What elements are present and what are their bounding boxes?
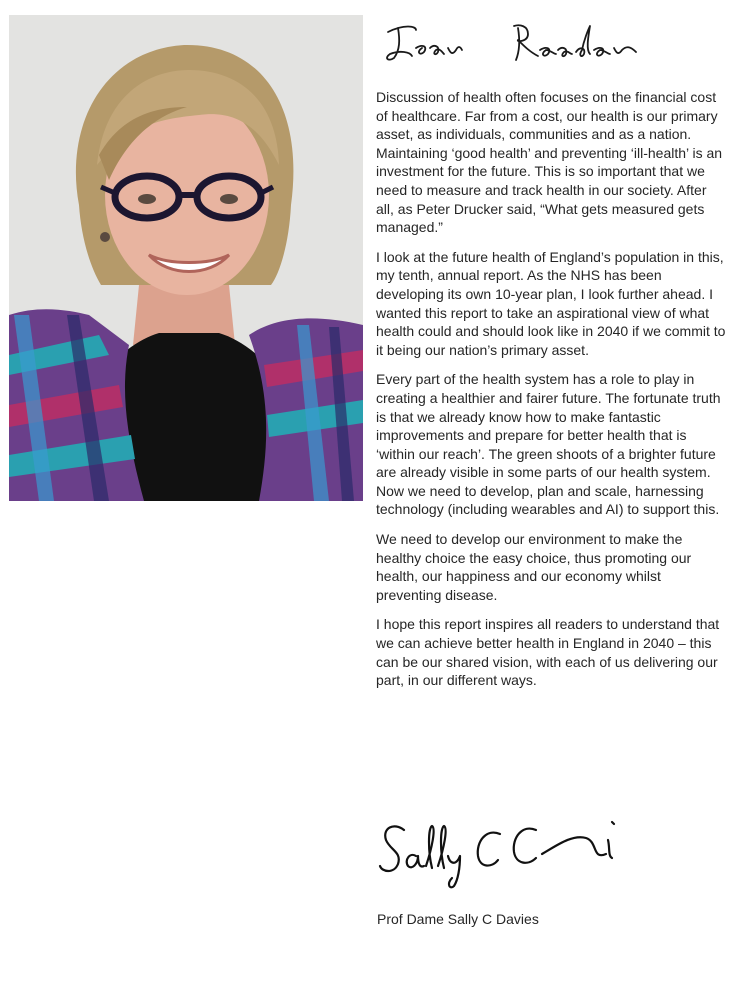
salutation-signature-icon xyxy=(380,16,650,72)
portrait-photo xyxy=(9,15,363,501)
paragraph-4: We need to develop our environment to make the healthy choice the easy choice, thus promoting our health, our happiness and our economy whilst preventing disease. xyxy=(376,531,692,603)
signature xyxy=(376,808,626,892)
handwritten-signature-icon xyxy=(376,808,626,892)
letter-body xyxy=(376,16,728,701)
portrait-photo-icon xyxy=(9,15,363,501)
paragraph-5: I hope this report inspires all readers to understand that we can achieve better health in England in 2040 – this can be our shared vision, with each of us delivering our part, in our different ways. xyxy=(376,616,720,689)
paragraph-3: Every part of the health system has a role to play in creating a healthier and fairer future. The fortunate truth is that we already know how to make fantastic improvements and prepare for better health that is ‘within our reach’. The green shoots of a brighter future are already visible in some parts of our health system. Now we need to develop, plan and scale, harnessing technology (including wearables and AI) to support this. xyxy=(376,371,721,518)
paragraph-1: Discussion of health often focuses on the financial cost of healthcare. Far from a cost, our health is our primary asset, as individuals, communities and as a nation. Maintaining ‘good health’ and preventing ‘ill-health’ is an investment for the future. This is so important that we need to measure and track health in our society. After all, as Peter Drucker said, “What gets measured gets managed.” xyxy=(376,89,723,236)
salutation-handwritten xyxy=(380,16,650,72)
signatory-name: Prof Dame Sally C Davies xyxy=(377,911,539,927)
paragraph-2: I look at the future health of England’s population in this, my tenth, annual report. As the NHS has been developing its own 10-year plan, I look further ahead. I wanted this report to take an aspirational view of what health could and should look like in 2040 if we commit to it being our nation’s primary asset. xyxy=(376,248,726,358)
